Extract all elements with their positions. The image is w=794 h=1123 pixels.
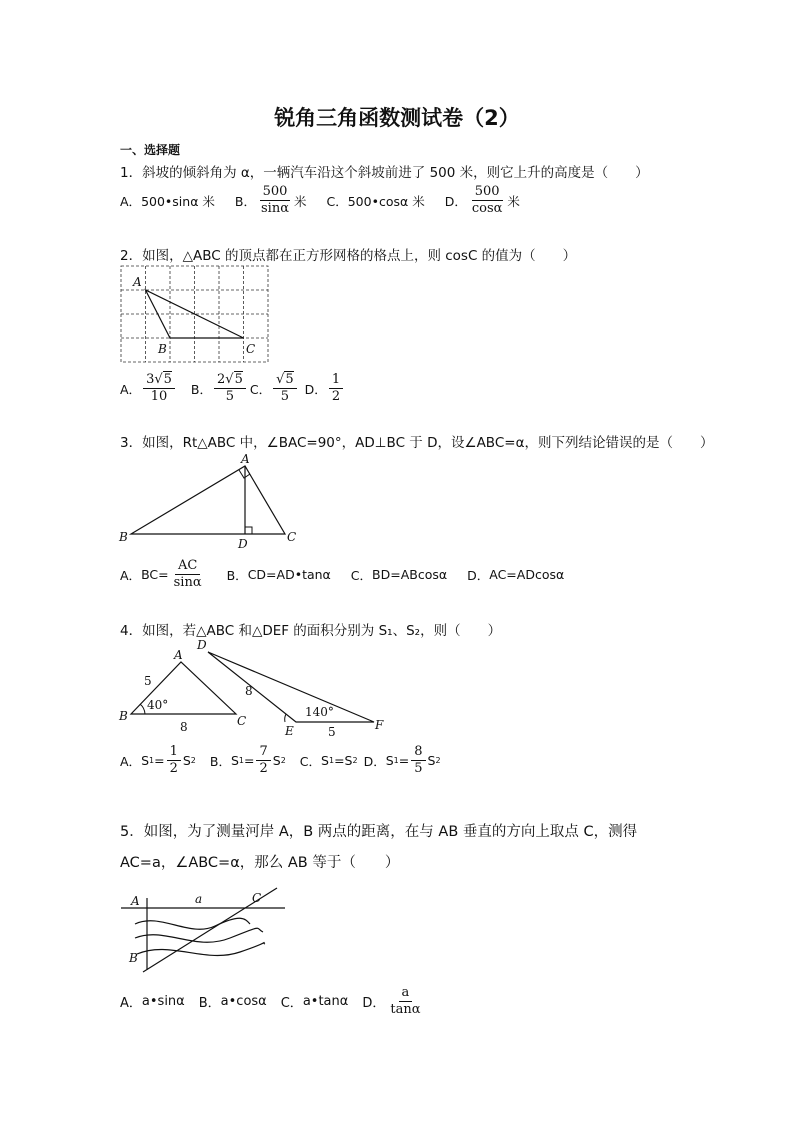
q4-a-den: 2 — [169, 761, 178, 776]
q4-b-s2: S — [272, 753, 281, 768]
q4-c-sub2: 2 — [352, 756, 358, 765]
q2-grid-figure — [115, 262, 275, 370]
q4-d-sub1: 1 — [393, 756, 399, 765]
q4-side-ab: 5 — [144, 674, 152, 688]
q4-a-sub1: 1 — [149, 756, 155, 765]
q4-a-s2: S — [182, 753, 191, 768]
q2-a-radicand: 5 — [163, 372, 172, 387]
q2-c-radicand: 5 — [285, 372, 294, 387]
q4-b-s: S — [230, 753, 239, 768]
section-heading: 一、选择题 — [120, 143, 181, 157]
q5-a-label: A． — [120, 996, 142, 1011]
q1-a-label: A． — [120, 193, 142, 209]
q3-d-label: D． — [467, 567, 490, 583]
q5-label-b: B — [129, 951, 138, 965]
page-title: 锐角三角函数测试卷（2） — [274, 106, 520, 130]
q1-b-unit: 米 — [293, 193, 307, 209]
q1-option-c — [327, 192, 425, 210]
q3-a-num: AC — [175, 558, 200, 575]
q4-d-label: D． — [363, 753, 386, 769]
q2-c-fraction — [273, 372, 297, 405]
q4-a-sub2: 2 — [190, 756, 196, 765]
q3-a-prefix: BC= — [141, 567, 169, 582]
q2-b-radicand: 5 — [234, 372, 243, 387]
q3-a-den: sinα — [173, 575, 202, 590]
q4-angle-b: 40° — [147, 698, 169, 712]
q4-d-den: 5 — [414, 761, 423, 776]
q3-b-label: B． — [226, 567, 248, 583]
q1-options — [120, 184, 540, 217]
q4-b-fraction — [256, 744, 270, 777]
q1-d-num: 500 — [472, 184, 503, 201]
q5-options — [120, 985, 445, 1018]
q4-c-label: C． — [299, 753, 322, 769]
q4-stem: 4．如图，若△ABC 和△DEF 的面积分别为 S₁、S₂，则（ ） — [120, 623, 502, 639]
q4-c-s2: S — [344, 753, 353, 768]
q2-label-a: A — [133, 275, 142, 289]
q4-options — [120, 744, 461, 777]
q5-option-b — [199, 992, 267, 1011]
q4-angle-e-arc — [285, 714, 286, 722]
q4-c-eq: = — [334, 753, 345, 768]
q4-a-num: 1 — [167, 744, 181, 761]
q5-a-text: a•sinα — [141, 994, 185, 1009]
q5-option-c — [281, 992, 349, 1011]
q3-c-text: BD=ABcosα — [372, 567, 448, 582]
q4-d-s2: S — [427, 753, 436, 768]
q3-triangle — [131, 466, 285, 534]
q2-d-fraction — [329, 372, 343, 405]
q2-stem: 2．如图，△ABC 的顶点都在正方形网格的格点上，则 cosC 的值为（ ） — [120, 248, 577, 264]
q4-d-s: S — [385, 753, 394, 768]
q4-b-eq: = — [244, 753, 255, 768]
q4-b-den: 2 — [259, 761, 268, 776]
q4-a-label: A． — [120, 753, 142, 769]
q3-option-d — [467, 566, 564, 584]
q4-option-b — [210, 744, 286, 777]
q2-d-num: 1 — [329, 372, 343, 389]
q5-label-a: A — [131, 894, 140, 908]
q2-a-label: A． — [120, 381, 142, 397]
q5-option-d — [362, 985, 425, 1018]
q1-a-text: 500•sinα 米 — [141, 193, 215, 209]
q5-d-fraction — [387, 985, 423, 1018]
q2-option-d — [305, 372, 345, 405]
q2-b-num: 2√5 — [214, 372, 246, 389]
q5-d-den: tanα — [390, 1002, 421, 1017]
q2-a-fraction — [143, 372, 175, 405]
q5-d-num: a — [399, 985, 413, 1002]
q4-label-d: D — [197, 638, 207, 652]
q1-option-a — [120, 192, 215, 210]
q3-b-text: CD=AD•tanα — [247, 567, 331, 582]
q3-a-label: A． — [120, 567, 142, 583]
q3-label-d: D — [238, 537, 248, 551]
q3-d-text: AC=ADcosα — [489, 567, 565, 582]
q2-option-b — [191, 372, 248, 405]
q4-a-eq: = — [154, 753, 165, 768]
q2-d-label: D． — [304, 381, 327, 397]
q4-side-bc: 8 — [180, 720, 188, 734]
q5-label-c: C — [252, 891, 262, 905]
q3-c-label: C． — [350, 567, 373, 583]
q4-side-de: 8 — [245, 684, 253, 698]
q5-option-a — [120, 992, 185, 1011]
q1-c-label: C． — [326, 193, 348, 209]
q1-b-fraction — [258, 184, 292, 217]
q3-figure — [115, 452, 315, 552]
q3-option-c — [351, 566, 447, 584]
q3-option-b — [227, 566, 331, 584]
q4-b-num: 7 — [256, 744, 270, 761]
q4-d-sub2: 2 — [435, 756, 441, 765]
q4-option-a — [120, 744, 196, 777]
q4-angle-b-arc — [140, 704, 145, 714]
q4-label-e: E — [285, 724, 294, 738]
q4-label-f: F — [375, 718, 384, 732]
q4-b-sub1: 1 — [238, 756, 244, 765]
q4-label-c: C — [237, 714, 247, 728]
q2-option-a — [120, 372, 177, 405]
q1-d-label: D． — [444, 193, 467, 209]
q2-b-den: 5 — [225, 389, 235, 404]
q2-c-den: 5 — [280, 389, 290, 404]
q4-d-eq: = — [398, 753, 410, 768]
q2-a-coef: 3 — [146, 372, 155, 387]
q5-b-text: a•cosα — [220, 994, 267, 1009]
q4-d-num: 8 — [411, 744, 425, 761]
q3-right-angle-d — [245, 527, 252, 534]
q4-option-c — [300, 752, 358, 770]
q1-option-d — [445, 184, 520, 217]
q2-label-b: B — [158, 342, 167, 356]
q2-a-num: 3√5 — [143, 372, 175, 389]
q3-label-c: C — [287, 530, 297, 544]
q4-figure — [115, 638, 395, 742]
q1-b-num: 500 — [260, 184, 291, 201]
q2-d-den: 2 — [331, 389, 341, 404]
q4-angle-e: 140° — [305, 705, 334, 719]
q5-river-figure — [115, 880, 295, 975]
q5-d-label: D． — [362, 996, 386, 1011]
q2-a-den: 10 — [150, 389, 168, 404]
q4-side-ef: 5 — [328, 725, 336, 739]
q4-a-fraction — [167, 744, 181, 777]
q1-b-label: B． — [234, 193, 256, 209]
q3-a-fraction — [171, 558, 205, 591]
q4-label-b: B — [119, 709, 128, 723]
q2-label-c: C — [246, 342, 256, 356]
q5-label-a-length: a — [195, 892, 203, 906]
q5-b-label: B． — [198, 996, 221, 1011]
q3-options — [120, 558, 584, 591]
q2-b-label: B． — [190, 381, 212, 397]
q1-stem: 1．斜坡的倾斜角为 α，一辆汽车沿这个斜坡前进了 500 米，则它上升的高度是（ ） — [120, 165, 649, 181]
q2-b-coef: 2 — [217, 372, 226, 387]
q1-c-text: 500•cosα 米 — [347, 193, 425, 209]
q4-a-s: S — [141, 753, 149, 768]
q5-c-text: a•tanα — [302, 994, 349, 1009]
q4-option-d — [364, 744, 441, 777]
q1-b-den: sinα — [261, 201, 289, 216]
q5-stem-line2: AC=a，∠ABC=α，那么 AB 等于（ ） — [120, 855, 400, 871]
q5-stem-line1: 5．如图，为了测量河岸 A，B 两点的距离，在与 AB 垂直的方向上取点 C，测得 — [120, 824, 638, 840]
q1-d-unit: 米 — [507, 193, 520, 209]
q1-d-fraction — [469, 184, 506, 217]
q2-option-c — [250, 372, 299, 405]
q3-stem: 3．如图，Rt△ABC 中，∠BAC=90°，AD⊥BC 于 D，设∠ABC=α，则下列结论错误的是（ ） — [120, 435, 714, 451]
q1-d-den: cosα — [471, 201, 503, 216]
q4-c-s: S — [321, 753, 329, 768]
q3-label-a: A — [241, 452, 250, 466]
q2-c-num: √5 — [273, 372, 297, 389]
q2-b-fraction — [214, 372, 246, 405]
q4-c-sub1: 1 — [328, 756, 335, 765]
q5-c-label: C． — [280, 996, 303, 1011]
q4-d-fraction — [411, 744, 425, 777]
q3-option-a — [120, 558, 207, 591]
q3-label-b: B — [119, 530, 128, 544]
q4-b-sub2: 2 — [280, 756, 286, 765]
q4-label-a: A — [174, 648, 183, 662]
q2-c-label: C． — [249, 381, 272, 397]
q1-option-b — [235, 184, 307, 217]
q2-options — [120, 372, 365, 405]
q4-b-label: B． — [209, 753, 231, 769]
